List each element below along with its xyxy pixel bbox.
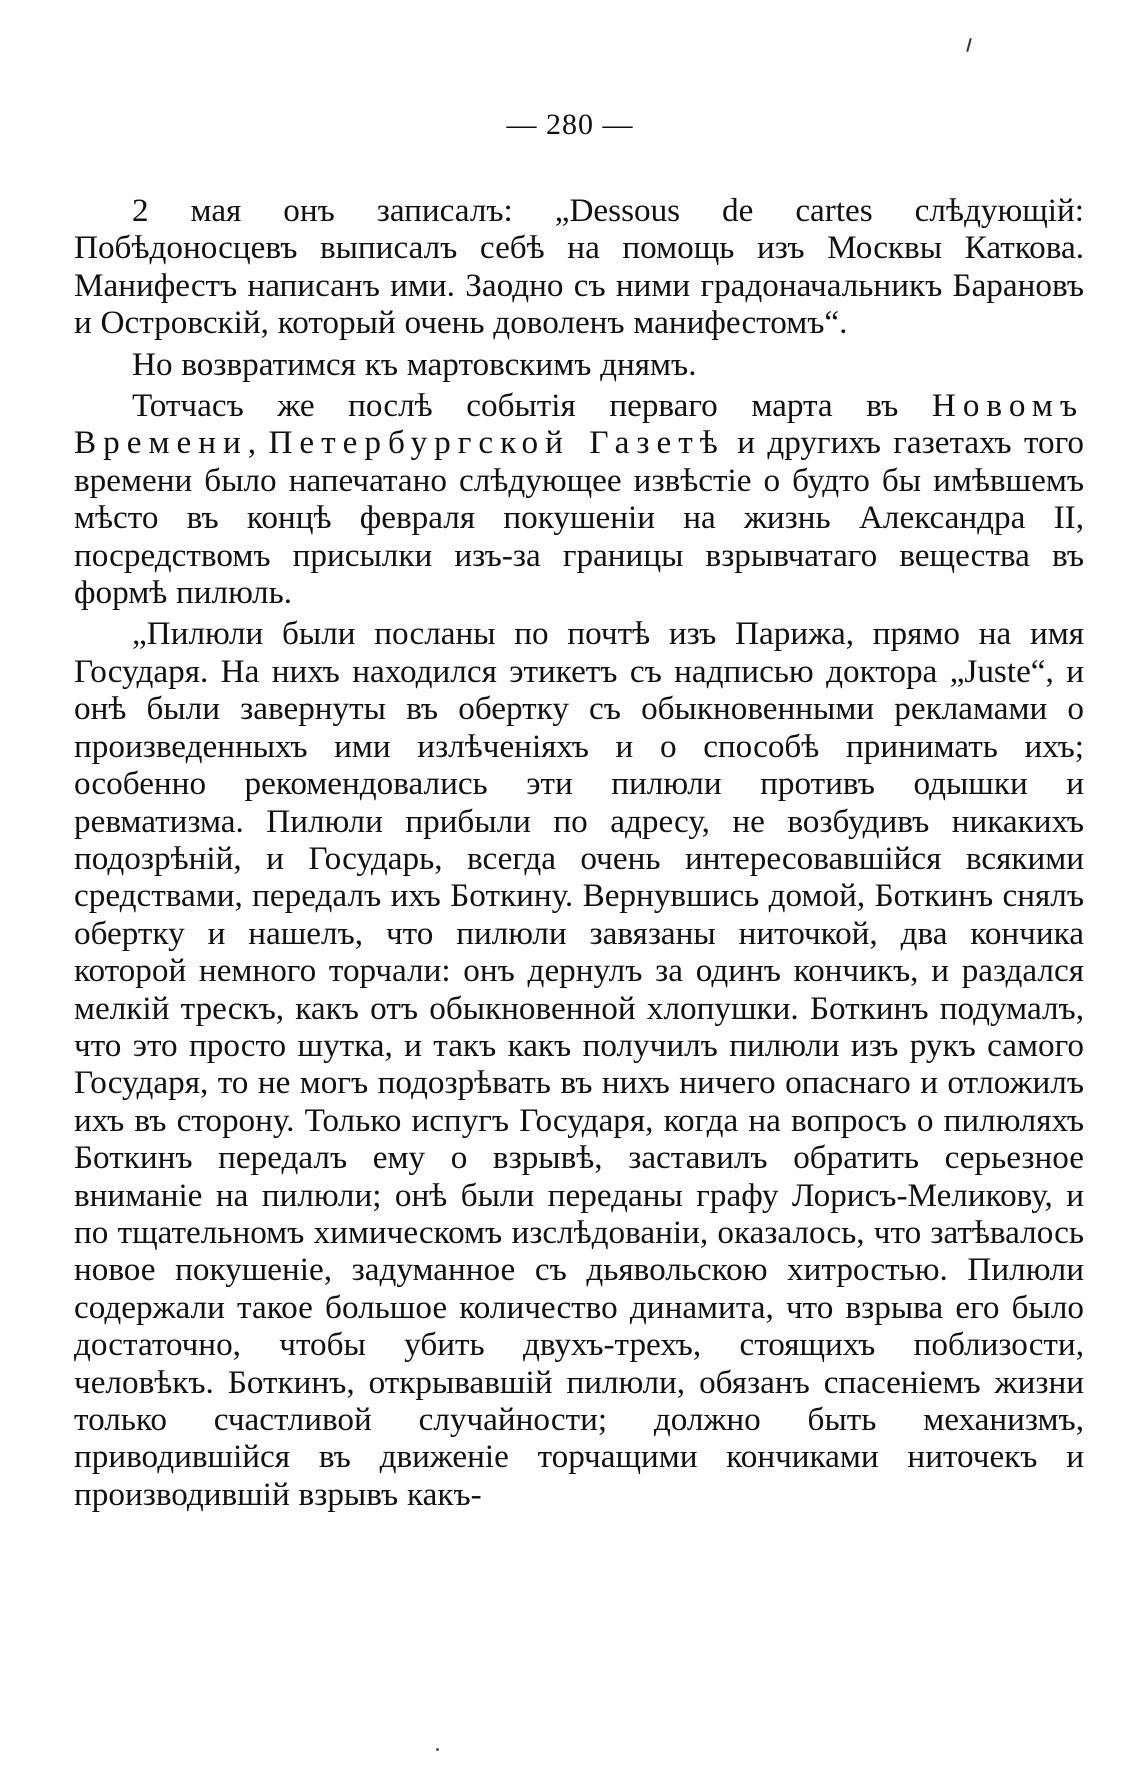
paragraph-1: 2 мая онъ записалъ: „Dessous de cartes слѣдующій: Побѣдоносцевъ выписалъ себѣ на помощь изъ Москвы Каткова. Манифестъ написанъ ими. Заодно съ ними градоначальникъ Барановъ и Островскій, который очень доволенъ манифестомъ“. bbox=[74, 192, 1084, 342]
paragraph-3 bbox=[74, 387, 1084, 611]
newspaper-title-peterburgskaya-gazeta: Петербургской Газетѣ bbox=[268, 424, 725, 462]
newspaper-title-novoe-vremya: Новомъ Времени bbox=[74, 387, 1084, 462]
bottom-speck bbox=[436, 1748, 439, 1751]
margin-mark bbox=[966, 38, 972, 52]
paragraph-3-lead: Тотчасъ же послѣ событія перваго марта въ bbox=[132, 387, 932, 425]
paragraph-3-tail: и другихъ газетахъ того времени было напечатано слѣдующее извѣстіе о будто бы имѣвшемъ мѣсто въ концѣ февраля покушеніи на жизнь Александра II, посредствомъ присылки изъ-за границы взрывчатаго вещества въ формѣ пилюль. bbox=[74, 424, 1085, 612]
paragraph-3-separator: , bbox=[247, 424, 269, 462]
paragraph-4: „Пилюли были посланы по почтѣ изъ Парижа, прямо на имя Государя. На нихъ находился этикетъ съ надписью доктора „Juste“, и онѣ были завернуты въ обертку съ обыкновенными рекламами о произведенныхъ ими излѣченіяхъ и о способѣ принимать ихъ; особенно рекомендовались эти пилюли противъ одышки и ревматизма. Пилюли прибыли по адресу, не возбудивъ никакихъ подозрѣній, и Государь, всегда очень интересовавшійся всякими средствами, передалъ ихъ Боткину. Вернувшись домой, Боткинъ снялъ обертку и нашелъ, что пилюли завязаны ниточкой, два кончика которой немного торчали: онъ дернулъ за одинъ кончикъ, и раздался мелкій трескъ, какъ отъ обыкновенной хлопушки. Боткинъ подумалъ, что это просто шутка, и такъ какъ получилъ пилюли изъ рукъ самого Государя, то не могъ подозрѣвать въ нихъ ничего опаснаго и отложилъ ихъ въ сторону. Только испугъ Государя, когда на вопросъ о пилюляхъ Боткинъ передалъ ему о взрывѣ, заставилъ обратить серьезное вниманіе на пилюли; онѣ были переданы графу Лорисъ-Меликову, и по тщательномъ химическомъ изслѣдованіи, оказалось, что затѣвалось новое покушеніе, задуманное съ дьявольскою хитростью. Пилюли содержали такое большое количество динамита, что взрыва его было достаточно, чтобы убить двухъ-трехъ, стоящихъ поблизости, человѣкъ. Боткинъ, открывавшій пилюли, обязанъ спасеніемъ жизни только счастливой случайности; должно быть механизмъ, приводившійся въ движеніе торчащими кончиками ниточекъ и производившій взрывъ какъ- bbox=[74, 615, 1084, 1513]
paragraph-2: Но возвратимся къ мартовскимъ днямъ. bbox=[132, 345, 697, 383]
page-number: — 280 — bbox=[506, 108, 634, 141]
page-body bbox=[74, 192, 1084, 1517]
